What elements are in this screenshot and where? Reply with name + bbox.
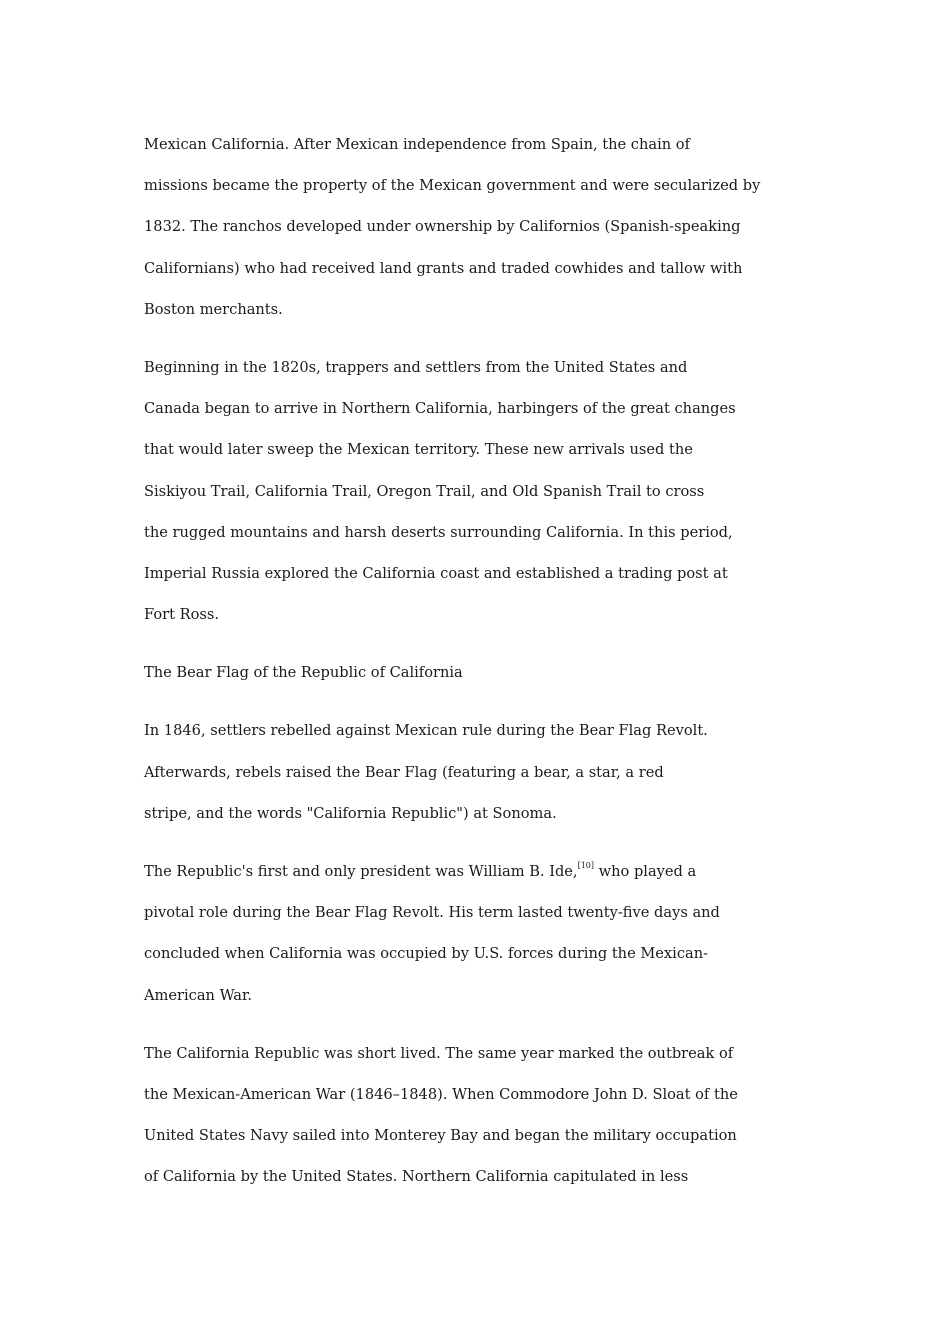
- text-line: Canada began to arrive in Northern California, harbingers of the great changes: [144, 400, 736, 418]
- text-line: Siskiyou Trail, California Trail, Oregon Trail, and Old Spanish Trail to cross: [144, 482, 705, 500]
- text-line: Californians) who had received land grants and traded cowhides and tallow with: [144, 259, 743, 277]
- text-line: missions became the property of the Mexican government and were secularized by: [144, 177, 761, 195]
- paragraph-republic-short-lived: [144, 1033, 824, 1198]
- body-text: [144, 124, 824, 1198]
- text-line: Beginning in the 1820s, trappers and settlers from the United States and: [144, 358, 688, 376]
- text-line: The California Republic was short lived. The same year marked the outbreak of: [144, 1044, 734, 1062]
- section-heading: The Bear Flag of the Republic of California: [144, 664, 463, 682]
- text-line: Fort Ross.: [144, 606, 219, 624]
- text-line: [144, 851, 824, 892]
- text-line: American War.: [144, 986, 253, 1004]
- text-line: United States Navy sailed into Monterey Bay and began the military occupation: [144, 1127, 737, 1145]
- text-line: the rugged mountains and harsh deserts surrounding California. In this period,: [144, 523, 733, 541]
- text-segment: who played a: [594, 863, 697, 880]
- paragraph-trappers-settlers: [144, 347, 824, 635]
- text-line: that would later sweep the Mexican territory. These new arrivals used the: [144, 441, 693, 459]
- paragraph-republic-president: [144, 851, 824, 1016]
- text-line: concluded when California was occupied by U.S. forces during the Mexican-: [144, 945, 709, 963]
- text-line: of California by the United States. Northern California capitulated in less: [144, 1168, 689, 1186]
- text-segment: The Republic's first and only president was William B. Ide,: [144, 863, 578, 880]
- paragraph-bear-flag-revolt: [144, 710, 824, 834]
- text-line: pivotal role during the Bear Flag Revolt. His term lasted twenty-five days and: [144, 904, 720, 922]
- text-line: stripe, and the words "California Republic") at Sonoma.: [144, 804, 557, 822]
- text-line: Boston merchants.: [144, 300, 283, 318]
- paragraph-bear-flag-heading: [144, 652, 824, 693]
- text-line: Afterwards, rebels raised the Bear Flag (featuring a bear, a star, a red: [144, 763, 664, 781]
- text-line: Imperial Russia explored the California coast and established a trading post at: [144, 564, 728, 582]
- text-line: Mexican California. After Mexican independence from Spain, the chain of: [144, 136, 690, 153]
- text-line: In 1846, settlers rebelled against Mexican rule during the Bear Flag Revolt.: [144, 722, 708, 740]
- citation-reference[interactable]: [10]: [577, 861, 594, 870]
- text-line: the Mexican-American War (1846–1848). When Commodore John D. Sloat of the: [144, 1085, 738, 1103]
- paragraph-mexican-california: [144, 124, 824, 330]
- text-line: 1832. The ranchos developed under ownership by Californios (Spanish-speaking: [144, 218, 741, 236]
